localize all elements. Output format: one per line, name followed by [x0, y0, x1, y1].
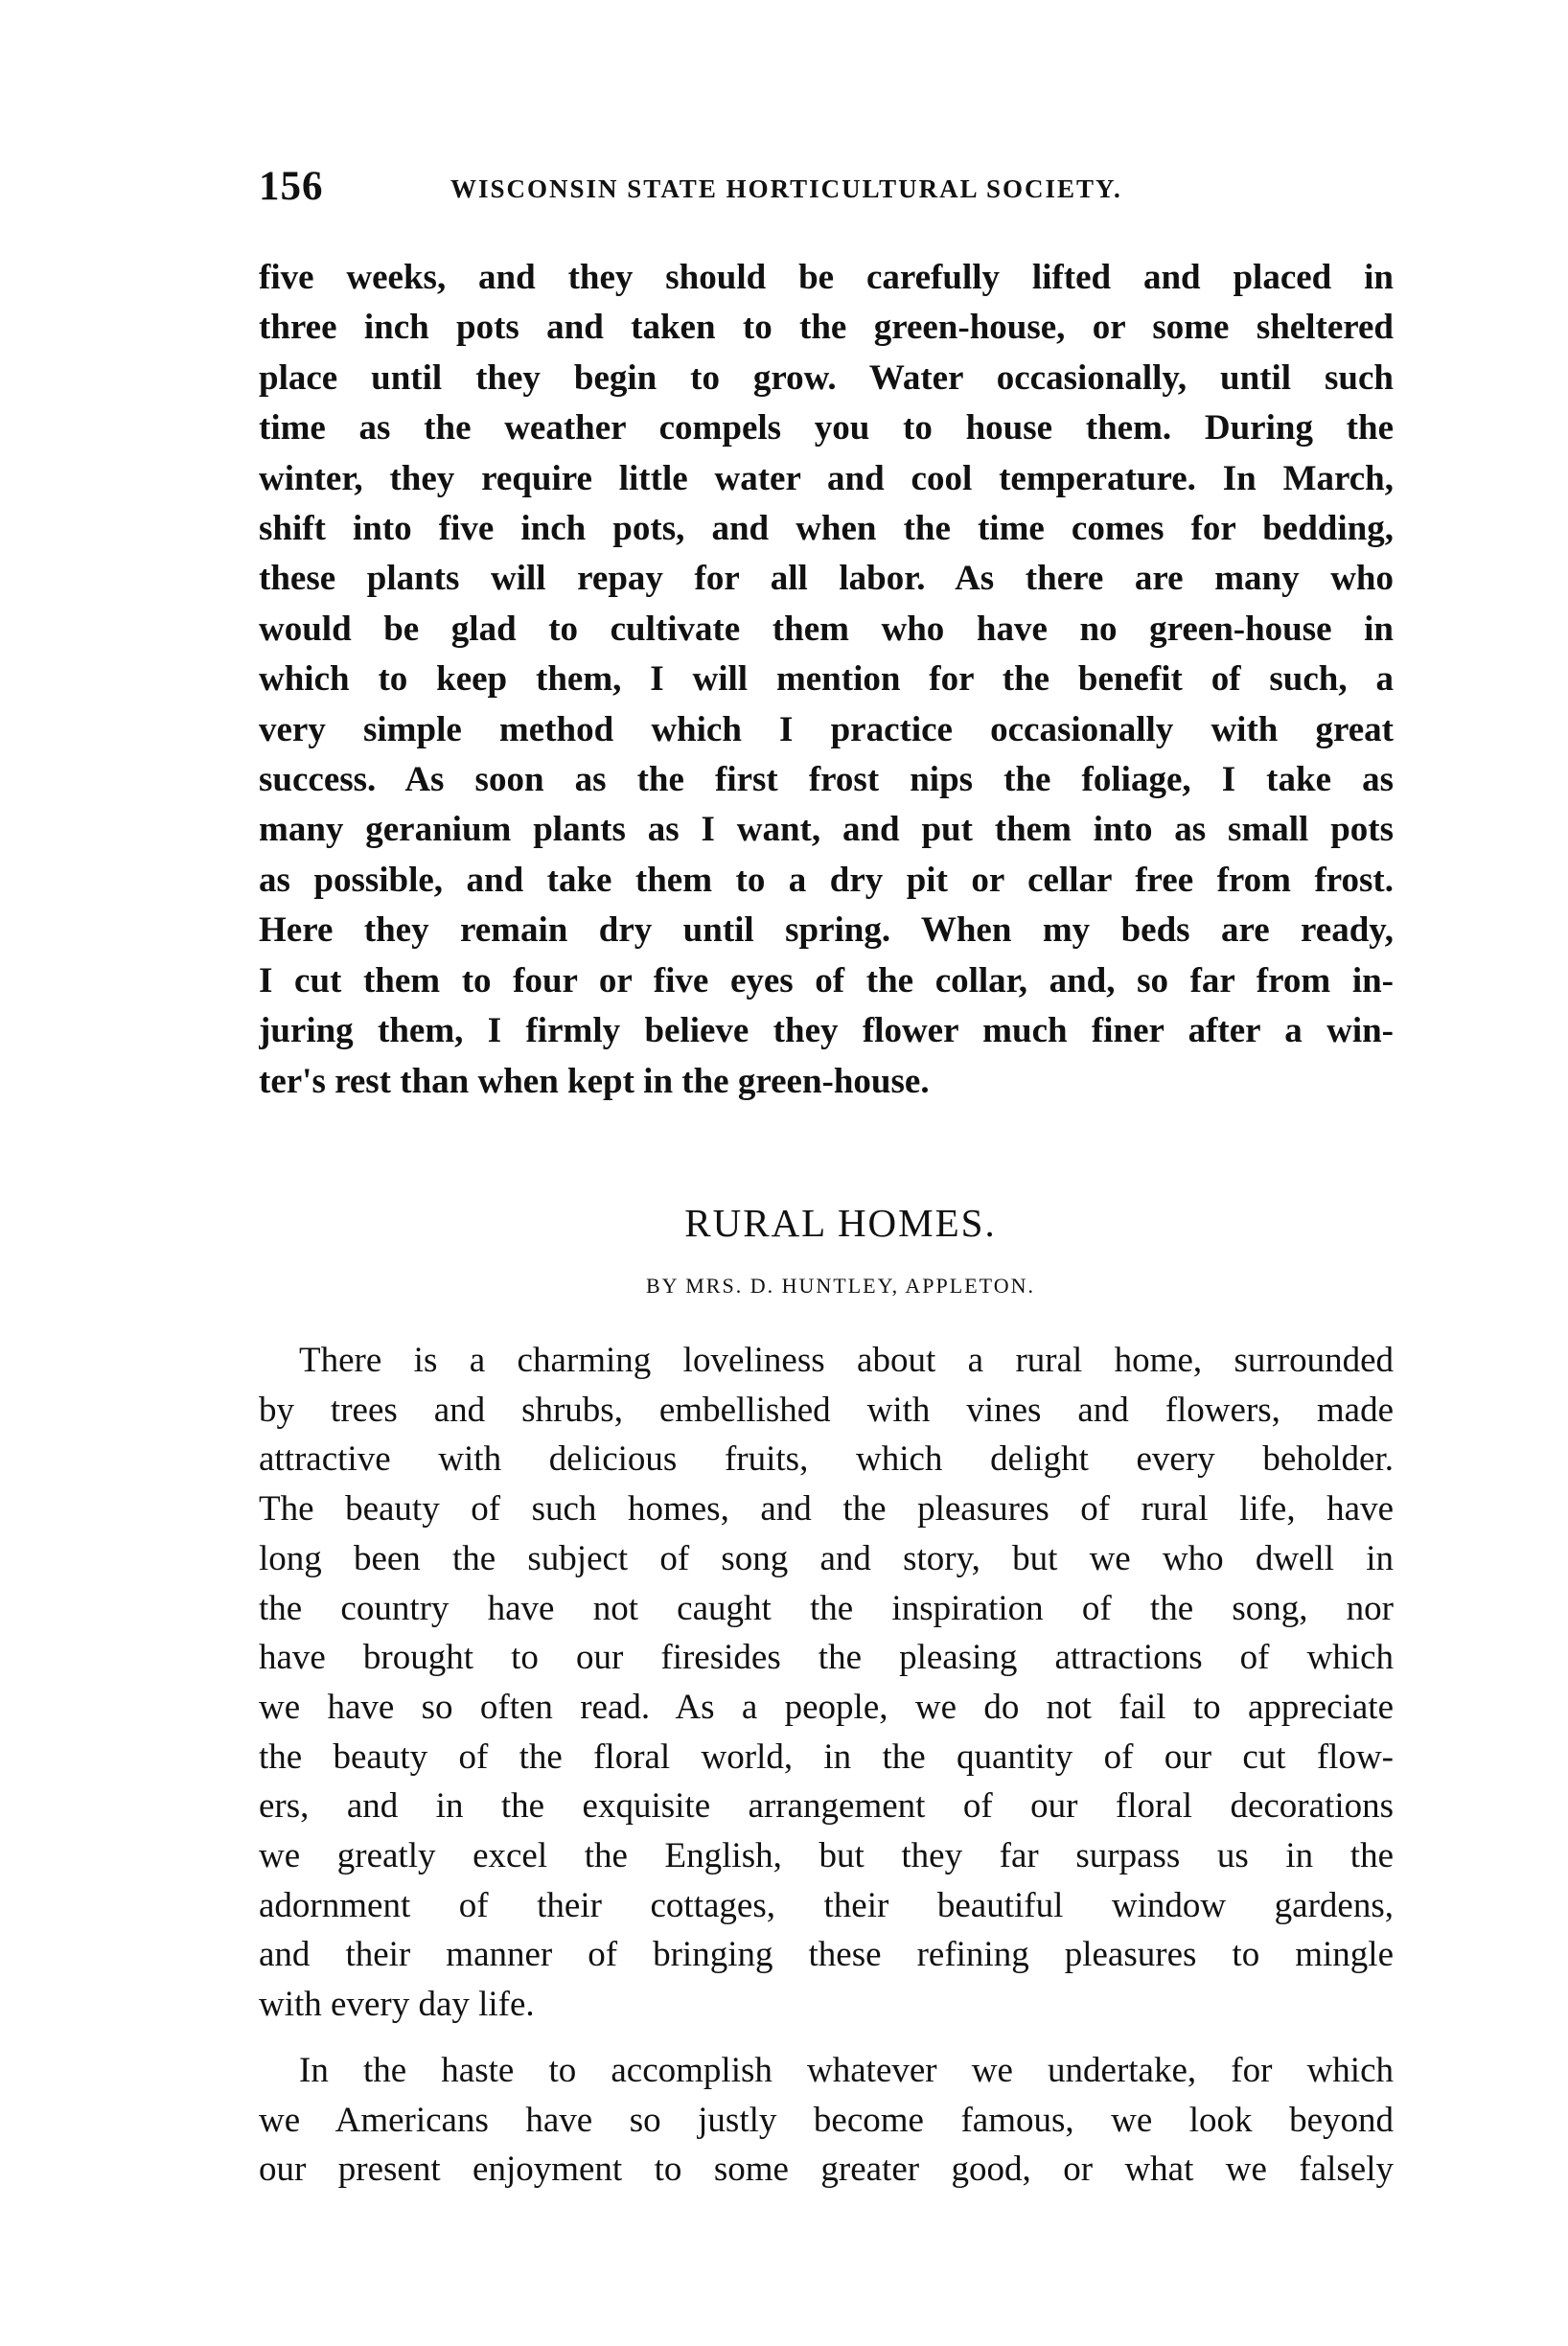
text-line: would be glad to cultivate them who have no green-house in: [259, 609, 1394, 649]
running-head: WISCONSIN STATE HORTICULTURAL SOCIETY.: [450, 174, 1122, 203]
paragraph-geraniums: [259, 253, 1394, 1107]
section-byline: BY MRS. D. HUNTLEY, APPLETON.: [646, 1274, 1035, 1298]
text-line: ter's rest than when kept in the green-house.: [259, 1061, 930, 1101]
text-line: very simple method which I practice occasionally with great: [259, 709, 1394, 749]
text-line: with every day life.: [259, 1985, 535, 2025]
paragraph-rural-homes: [259, 1336, 1394, 2030]
text-line: In the haste to accomplish whatever we undertake, for which: [299, 2051, 1394, 2090]
text-line: time as the weather compels you to house them. During the: [259, 408, 1394, 448]
text-line: success. As soon as the first frost nips the foliage, I take as: [259, 760, 1394, 800]
text-line: ers, and in the exquisite arrangement of our floral decorations: [259, 1786, 1394, 1827]
page-number: 156: [259, 164, 324, 209]
text-line: winter, they require little water and cool temperature. In March,: [259, 458, 1394, 498]
text-line: the beauty of the floral world, in the quantity of our cut flow-: [259, 1736, 1394, 1777]
text-line: place until they begin to grow. Water occasionally, until such: [259, 357, 1394, 398]
text-line: and their manner of bringing these refining pleasures to mingle: [259, 1935, 1394, 1975]
text-line: the country have not caught the inspiration of the song, nor: [259, 1588, 1394, 1628]
text-line: shift into five inch pots, and when the time comes for bedding,: [259, 509, 1394, 549]
text-line: our present enjoyment to some greater good, or what we falsely: [259, 2150, 1394, 2190]
text-line: we greatly excel the English, but they far surpass us in the: [259, 1836, 1394, 1876]
text-line: Here they remain dry until spring. When my beds are ready,: [259, 910, 1394, 951]
text-line: three inch pots and taken to the green-house, or some sheltered: [259, 308, 1394, 348]
section-title: RURAL HOMES.: [684, 1201, 997, 1245]
text-line: The beauty of such homes, and the pleasures of rural life, have: [259, 1489, 1394, 1530]
text-line: juring them, I firmly believe they flower much finer after a win-: [259, 1011, 1394, 1051]
text-line: adornment of their cottages, their beautiful window gardens,: [259, 1885, 1394, 1925]
text-line: five weeks, and they should be carefully lifted and placed in: [259, 258, 1394, 297]
text-line: attractive with delicious fruits, which delight every beholder.: [259, 1439, 1394, 1480]
text-line: have brought to our firesides the pleasing attractions of which: [259, 1638, 1394, 1678]
text-line: as possible, and take them to a dry pit or cellar free from frost.: [259, 860, 1394, 900]
text-line: by trees and shrubs, embellished with vines and flowers, made: [259, 1390, 1394, 1430]
text-line: which to keep them, I will mention for the benefit of such, a: [259, 659, 1394, 700]
page-header: [259, 163, 1409, 220]
text-line: these plants will repay for all labor. As there are many who: [259, 559, 1394, 599]
text-line: we have so often read. As a people, we do not fail to appreciate: [259, 1687, 1394, 1727]
paragraph-haste: [259, 2046, 1394, 2195]
text-line: There is a charming loveliness about a rural home, surrounded: [299, 1341, 1394, 1380]
text-line: many geranium plants as I want, and put them into as small pots: [259, 810, 1394, 850]
text-line: long been the subject of song and story, but we who dwell in: [259, 1538, 1394, 1578]
text-line: we Americans have so justly become famous, we look beyond: [259, 2100, 1394, 2140]
text-line: I cut them to four or five eyes of the collar, and, so far from in-: [259, 960, 1394, 1000]
